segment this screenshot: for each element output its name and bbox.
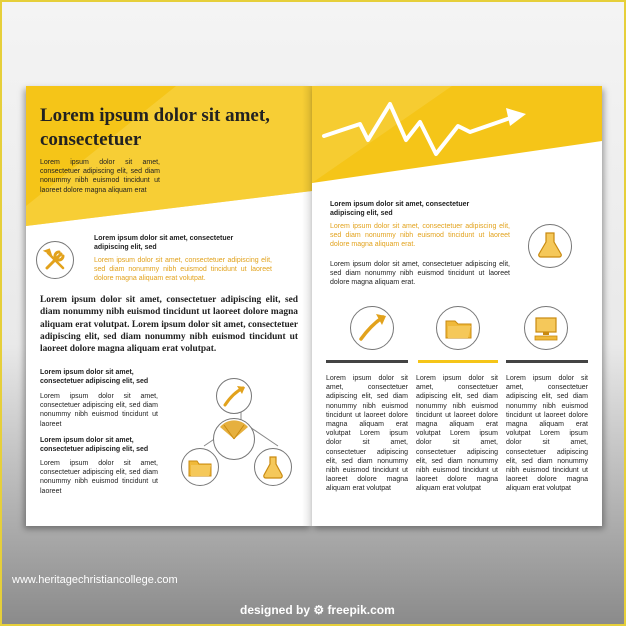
right-block-heading: Lorem ipsum dolor sit amet, consectetuer adipiscing elit, sed [330, 201, 470, 218]
brochure-title: Lorem ipsum dolor sit amet, consectetuer [40, 105, 270, 150]
watermark-credit: designed by ⚙ freepik.com [240, 603, 395, 617]
column-1-text: Lorem ipsum dolor sit amet, consectetuer adipiscing elit, sed diam nonummy nibh euismod tincidunt ut laoreet dolore magna aliquam erat volutpat Lorem ipsum dolor sit amet, consectetuer adipiscing elit, sed diam nonummy nibh euismod tincidunt ut laoreet dolore magna aliquam erat volutpat [326, 375, 408, 493]
flask-icon [254, 448, 292, 486]
tools-heading: Lorem ipsum dolor sit amet, consectetuer adipiscing elit, sed [94, 235, 234, 252]
block-2-heading: Lorem ipsum dolor sit amet, consectetuer adipiscing elit, sed [40, 437, 149, 454]
block-1-heading: Lorem ipsum dolor sit amet, consectetuer adipiscing elit, sed [40, 369, 149, 386]
right-body-text: Lorem ipsum dolor sit amet, consectetuer adipiscing elit, sed diam nonummy nibh euismod tincidunt ut laoreet dolore magna aliquam erat. [330, 261, 510, 287]
tools-orange-text: Lorem ipsum dolor sit amet, consectetuer adipiscing elit, sed diam nonummy nibh euismod tincidunt ut laoreet dolore magna aliquam erat volutpat. [94, 257, 272, 283]
column-2-rule [418, 360, 498, 363]
main-paragraph: Lorem ipsum dolor sit amet, consectetuer adipiscing elit, sed diam nonummy nibh euismod tincidunt ut laoreet dolore magna aliquam erat volutpat. Lorem ipsum dolor sit amet, consectetuer adipiscing elit, sed diam nonummy nibh euismod tincidunt ut laoreet dolore magna aliquam erat volutpat. [40, 295, 298, 355]
brochure-right-page [312, 86, 602, 526]
computer-icon [524, 306, 568, 350]
column-3-text: Lorem ipsum dolor sit amet, consectetuer adipiscing elit, sed diam nonummy nibh euismod tincidunt ut laoreet dolore magna aliquam erat volutpat Lorem ipsum dolor sit amet, consectetuer adipiscing elit, sed diam nonummy nibh euismod tincidunt ut laoreet dolore magna aliquam erat volutpat [506, 375, 588, 493]
flask-icon [528, 224, 572, 268]
block-2-body: Lorem ipsum dolor sit amet, consectetuer adipiscing elit, sed diam nonummy nibh euismod tincidunt ut laoreet [40, 460, 158, 495]
tools-icon [36, 241, 74, 279]
intro-paragraph: Lorem ipsum dolor sit amet, consectetuer adipiscing elit, sed diam nonummy nibh euismod tincidunt ut laoreet dolore magna aliquam erat [40, 159, 160, 194]
zigzag-arrow-icon [320, 96, 530, 166]
upward-arrow-icon [350, 306, 394, 350]
pie-chart-icon [213, 418, 255, 460]
block-1-body: Lorem ipsum dolor sit amet, consectetuer adipiscing elit, sed diam nonummy nibh euismod tincidunt ut laoreet [40, 393, 158, 428]
column-2-text: Lorem ipsum dolor sit amet, consectetuer adipiscing elit, sed diam nonummy nibh euismod tincidunt ut laoreet dolore magna aliquam erat volutpat Lorem ipsum dolor sit amet, consectetuer adipiscing elit, sed diam nonummy nibh euismod tincidunt ut laoreet dolore magna aliquam erat volutpat [416, 375, 498, 493]
upward-arrow-icon [216, 378, 252, 414]
column-1-rule [326, 360, 408, 363]
right-orange-text: Lorem ipsum dolor sit amet, consectetuer adipiscing elit, sed diam nonummy nibh euismod tincidunt ut laoreet dolore magna aliquam erat. [330, 223, 510, 249]
brochure-left-page [26, 86, 312, 526]
column-3-rule [506, 360, 588, 363]
folder-icon [181, 448, 219, 486]
folder-icon [436, 306, 480, 350]
watermark-url: www.heritagechristiancollege.com [12, 574, 178, 586]
